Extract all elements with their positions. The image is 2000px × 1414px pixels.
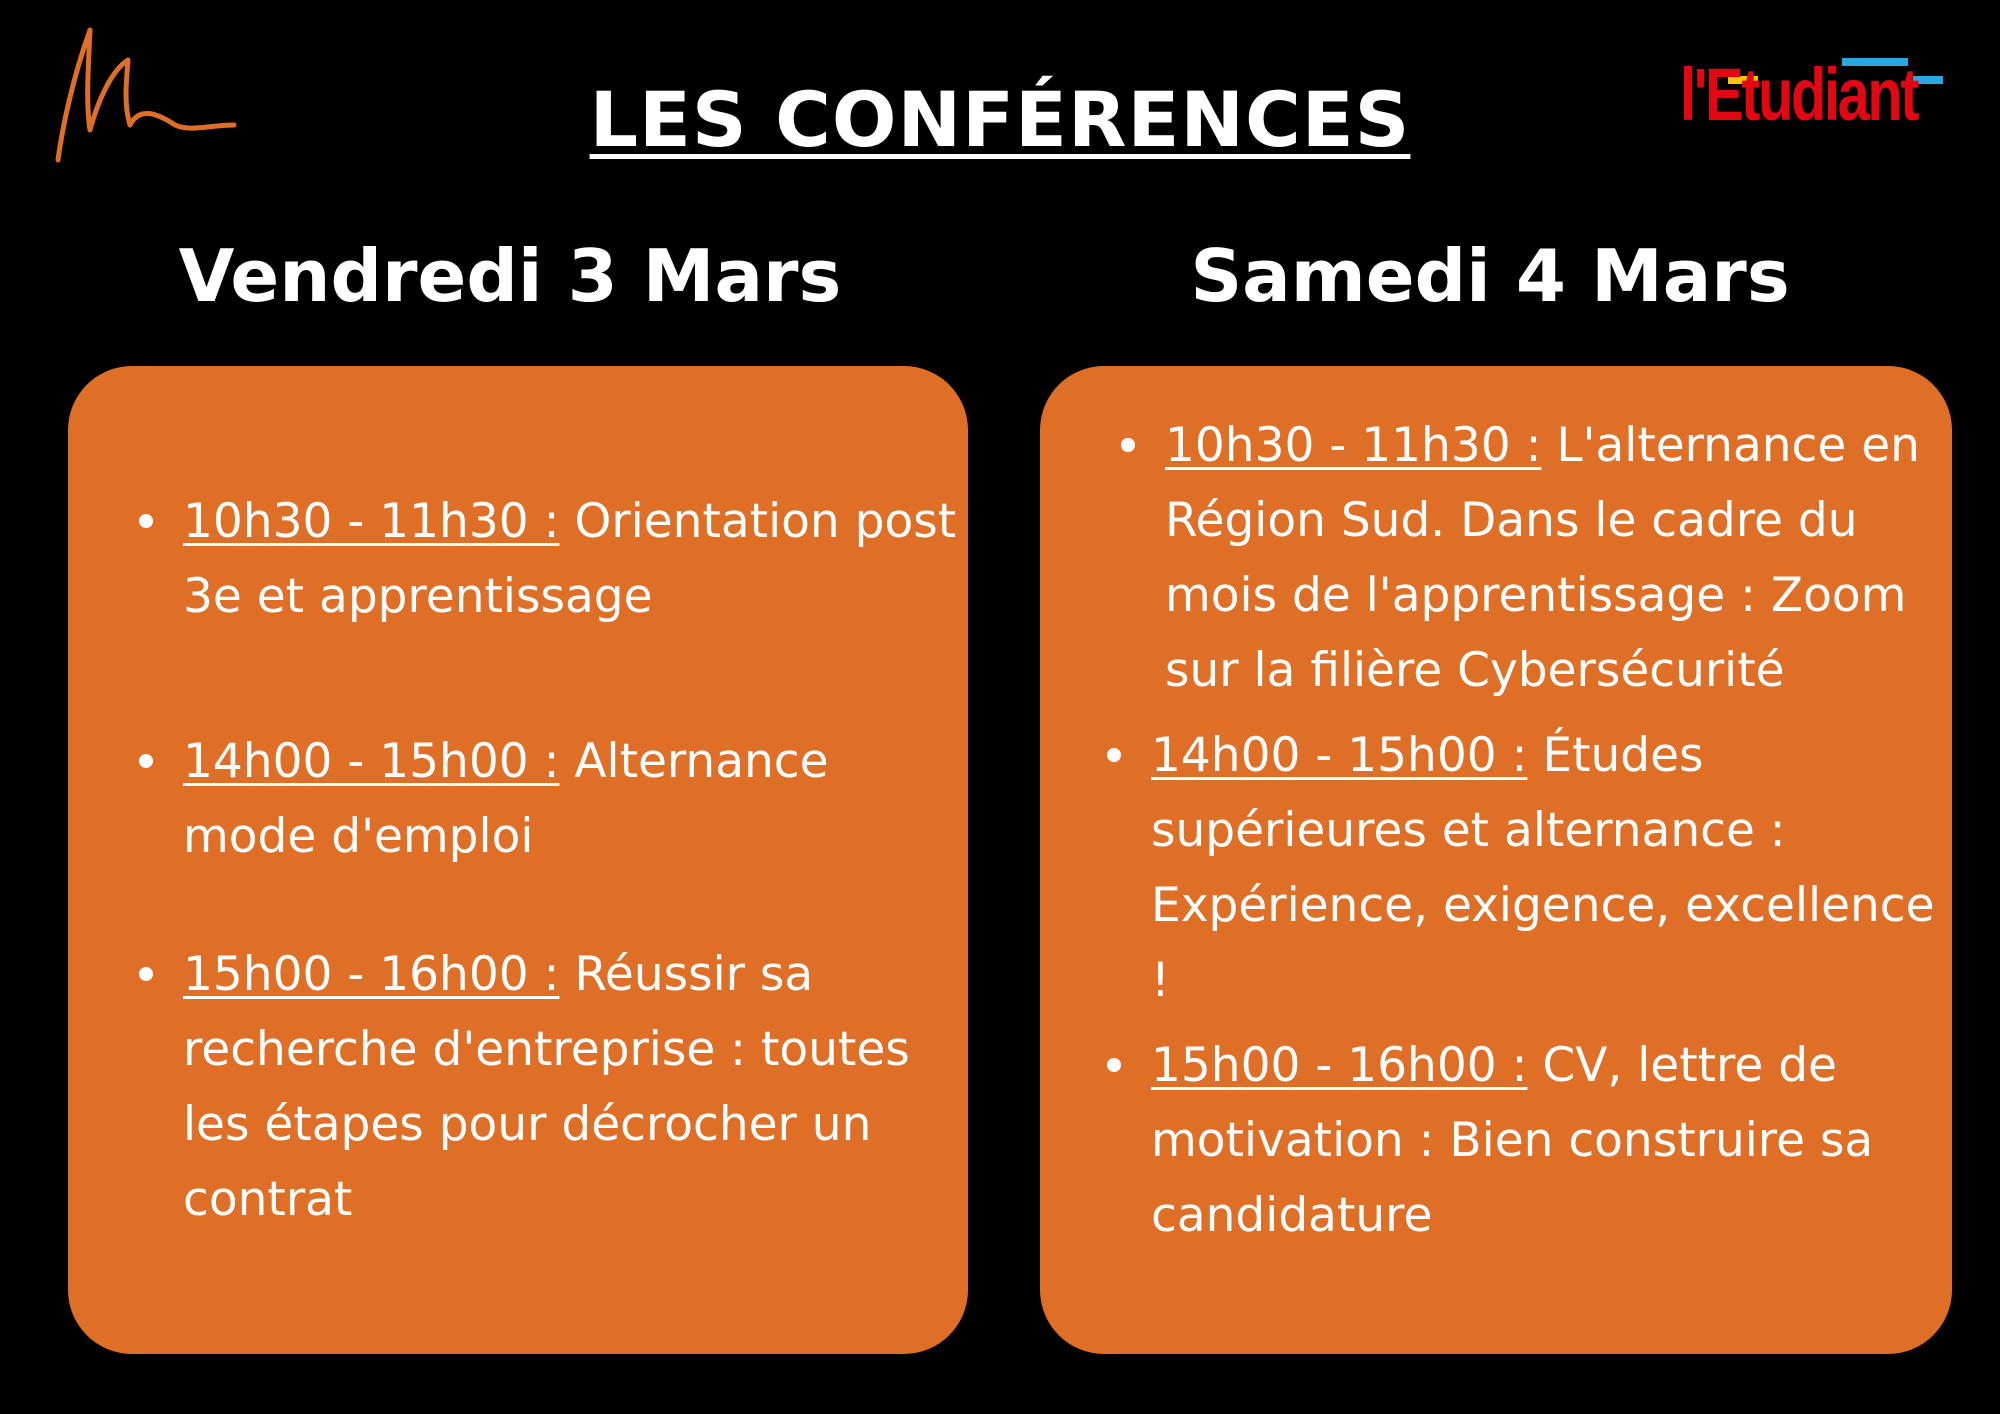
conference-time: 14h00 - 15h00 : — [1151, 728, 1528, 783]
conference-title: CV, lettre de motivation : Bien construire sa candidature — [1151, 1038, 1874, 1243]
bullet-icon — [139, 754, 153, 768]
day-heading-friday: Vendredi 3 Mars — [178, 234, 842, 318]
conference-time: 10h30 - 11h30 : — [1165, 418, 1542, 473]
conference-item — [1165, 408, 1945, 708]
bullet-icon — [1121, 438, 1135, 452]
logo-wordmark: l'Etudiant — [1680, 53, 1918, 136]
conference-time: 10h30 - 11h30 : — [183, 494, 560, 549]
conference-title: Orientation post 3e et apprentissage — [183, 494, 957, 624]
conference-item — [183, 724, 963, 874]
conference-item — [1151, 1028, 1945, 1253]
conference-item — [183, 937, 963, 1237]
conference-title: Réussir sa recherche d'entreprise : toutes les étapes pour décrocher un contrat — [183, 947, 910, 1227]
bullet-icon — [139, 967, 153, 981]
day-heading-saturday: Samedi 4 Mars — [1190, 234, 1790, 318]
conference-item — [1151, 718, 1945, 1018]
conference-time: 15h00 - 16h00 : — [1151, 1038, 1528, 1093]
friday-card — [68, 366, 968, 1354]
conference-time: 14h00 - 15h00 : — [183, 734, 560, 789]
page-title-text: LES CONFÉRENCES — [589, 75, 1411, 164]
saturday-card — [1040, 366, 1952, 1354]
bullet-icon — [1107, 748, 1121, 762]
conference-title: L'alternance en Région Sud. Dans le cadre du mois de l'apprentissage : Zoom sur la filière Cybersécurité — [1165, 418, 1920, 698]
conference-item — [183, 484, 963, 634]
friday-conference-list — [183, 484, 963, 1237]
page-title — [0, 72, 2000, 168]
conference-time: 15h00 - 16h00 : — [183, 947, 560, 1002]
conference-title: Études supérieures et alternance : Expérience, exigence, excellence ! — [1151, 728, 1935, 1008]
bullet-icon — [139, 514, 153, 528]
conference-title: Alternance mode d'emploi — [183, 734, 829, 864]
saturday-conference-list — [1151, 408, 1945, 1253]
bullet-icon — [1107, 1058, 1121, 1072]
